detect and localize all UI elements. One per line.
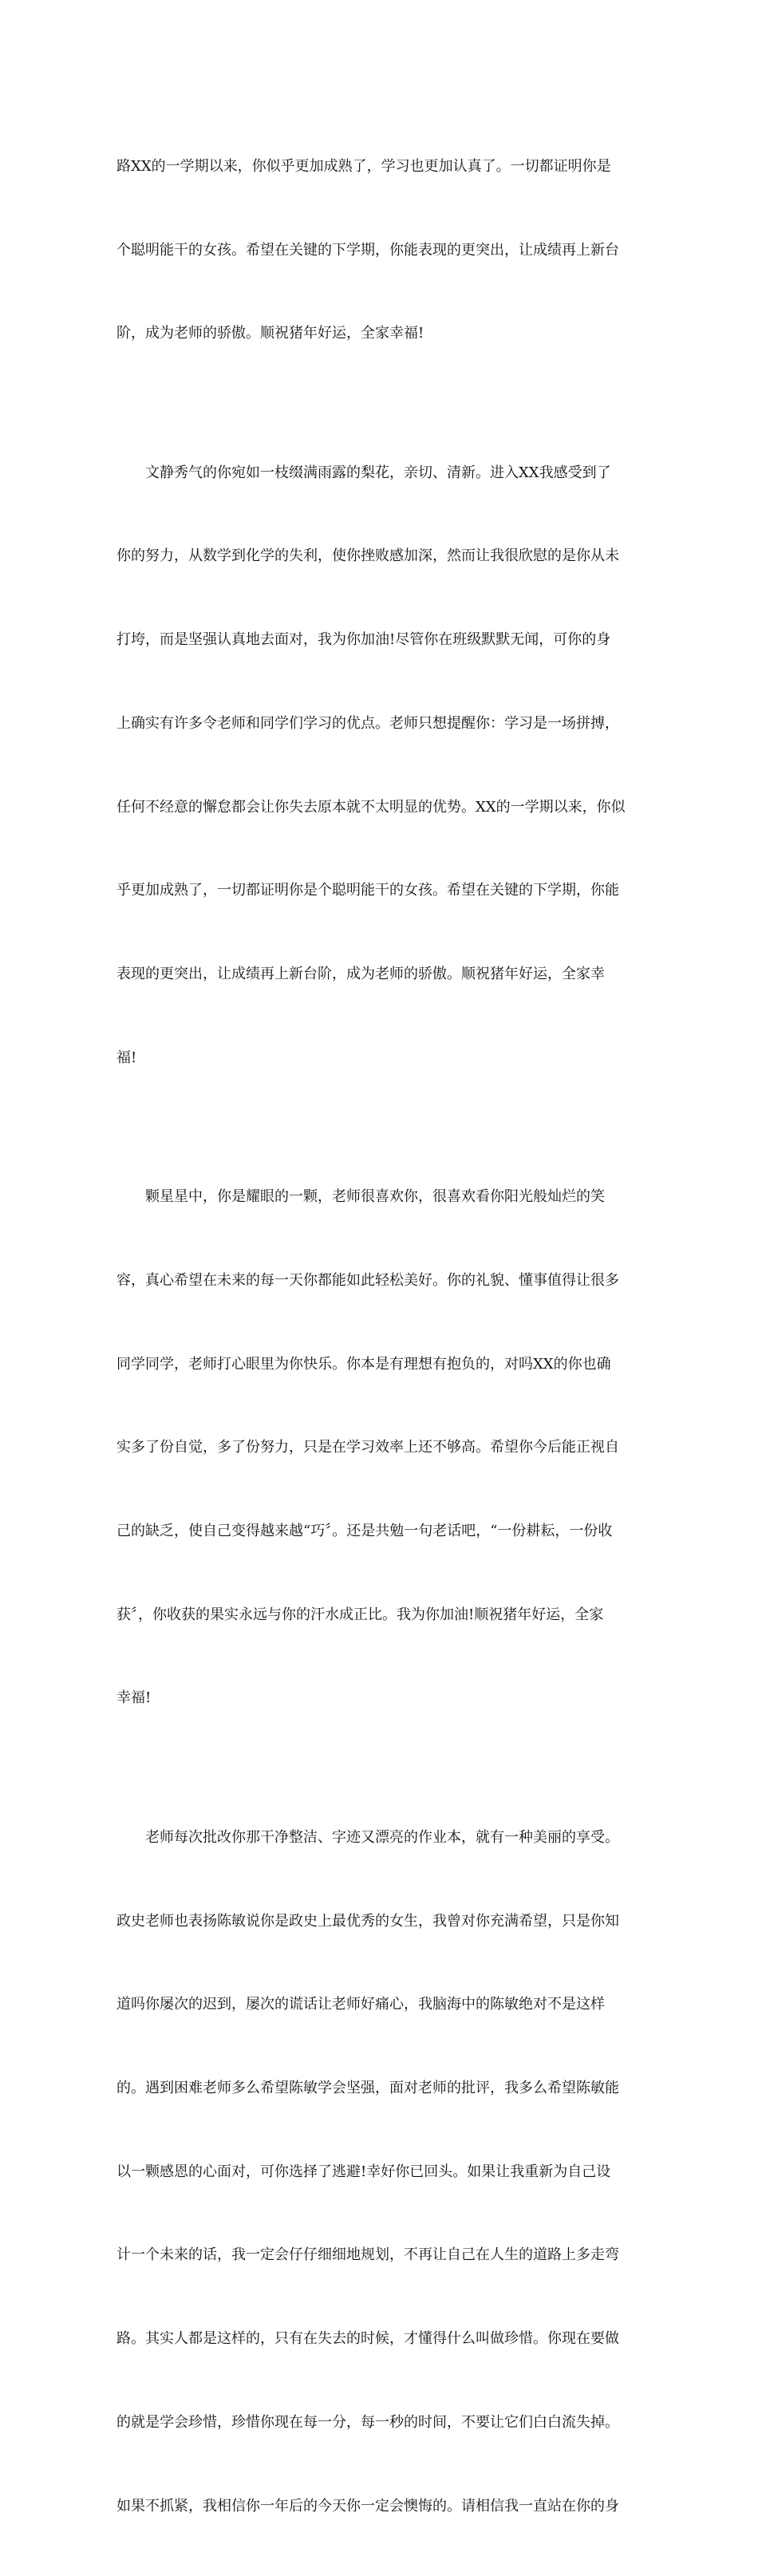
text-line: 计一个未来的话，我一定会仔仔细细地规划，不再让自己在人生的道路上多走弯 <box>116 2246 619 2264</box>
text-line: 阶，成为老师的骄傲。顺祝猪年好运，全家幸福! <box>116 325 424 342</box>
text-line: 打垮，而是坚强认真地去面对，我为你加油!尽管你在班级默默无闻，可你的身 <box>116 631 611 649</box>
document-body <box>116 97 643 2576</box>
text-line: 容，真心希望在未来的每一天你都能如此轻松美好。你的礼貌、懂事值得让很多 <box>116 1271 619 1289</box>
text-line: 文静秀气的你宛如一枝缀满雨露的梨花，亲切、清新。进入XX我感受到了 <box>116 464 611 481</box>
text-line: 路。其实人都是这样的，只有在失去的时候，才懂得什么叫做珍惜。你现在要做 <box>116 2330 619 2348</box>
text-line: 以一颗感恩的心面对，可你选择了逃避!幸好你已回头。如果让我重新为自己设 <box>116 2163 611 2180</box>
text-line: 的就是学会珍惜，珍惜你现在每一分，每一秒的时间，不要让它们白白流失掉。 <box>116 2413 619 2431</box>
text-line: 如果不抓紧，我相信你一年后的今天你一定会懊悔的。请相信我一直站在你的身 <box>116 2497 619 2515</box>
text-line: 个聪明能干的女孩。希望在关键的下学期，你能表现的更突出，让成绩再上新台 <box>116 241 619 259</box>
text-line: 己的缺乏，使自己变得越来越“巧〞。还是共勉一句老话吧，“一份耕耘，一份收 <box>116 1522 613 1539</box>
text-line: 福! <box>116 1049 137 1066</box>
text-line: 乎更加成熟了，一切都证明你是个聪明能干的女孩。希望在关键的下学期，你能 <box>116 882 619 899</box>
paragraph-2 <box>116 404 643 1128</box>
text-line: 同学同学，老师打心眼里为你快乐。你本是有理想有抱负的，对吗XX的你也确 <box>116 1355 611 1373</box>
paragraph-1 <box>116 97 643 404</box>
text-line: 幸福! <box>116 1689 152 1707</box>
text-line: 颗星星中，你是耀眼的一颗，老师很喜欢你，很喜欢看你阳光般灿烂的笑 <box>116 1188 605 1206</box>
paragraph-3 <box>116 1128 643 1768</box>
text-line: 路XX的一学期以来，你似乎更加成熟了，学习也更加认真了。一切都证明你是 <box>116 157 611 175</box>
text-line: 老师每次批改你那干净整洁、字迹又漂亮的作业本，就有一种美丽的享受。 <box>116 1828 619 1846</box>
text-line: 的。遇到困难老师多么希望陈敏学会坚强，面对老师的批评，我多么希望陈敏能 <box>116 2080 619 2097</box>
text-line: 你的努力，从数学到化学的失利，使你挫败感加深，然而让我很欣慰的是你从未 <box>116 547 619 565</box>
text-line: 表现的更突出，让成绩再上新台阶，成为老师的骄傲。顺祝猪年好运，全家幸 <box>116 965 605 982</box>
text-line: 道吗你屡次的迟到，屡次的谎话让老师好痛心，我脑海中的陈敏绝对不是这样 <box>116 1996 605 2013</box>
paragraph-4 <box>116 1768 643 2576</box>
text-line: 上确实有许多令老师和同学们学习的优点。老师只想提醒你：学习是一场拼搏， <box>116 714 619 732</box>
text-line: 政史老师也表扬陈敏说你是政史上最优秀的女生，我曾对你充满希望，只是你知 <box>116 1912 619 1930</box>
text-line: 任何不经意的懈怠都会让你失去原本就不太明显的优势。XX的一学期以来，你似 <box>116 798 626 816</box>
text-line: 获〞，你收获的果实永远与你的汗水成正比。我为你加油!顺祝猪年好运，全家 <box>116 1606 604 1623</box>
text-line: 实多了份自觉，多了份努力，只是在学习效率上还不够高。希望你今后能正视自 <box>116 1439 619 1456</box>
